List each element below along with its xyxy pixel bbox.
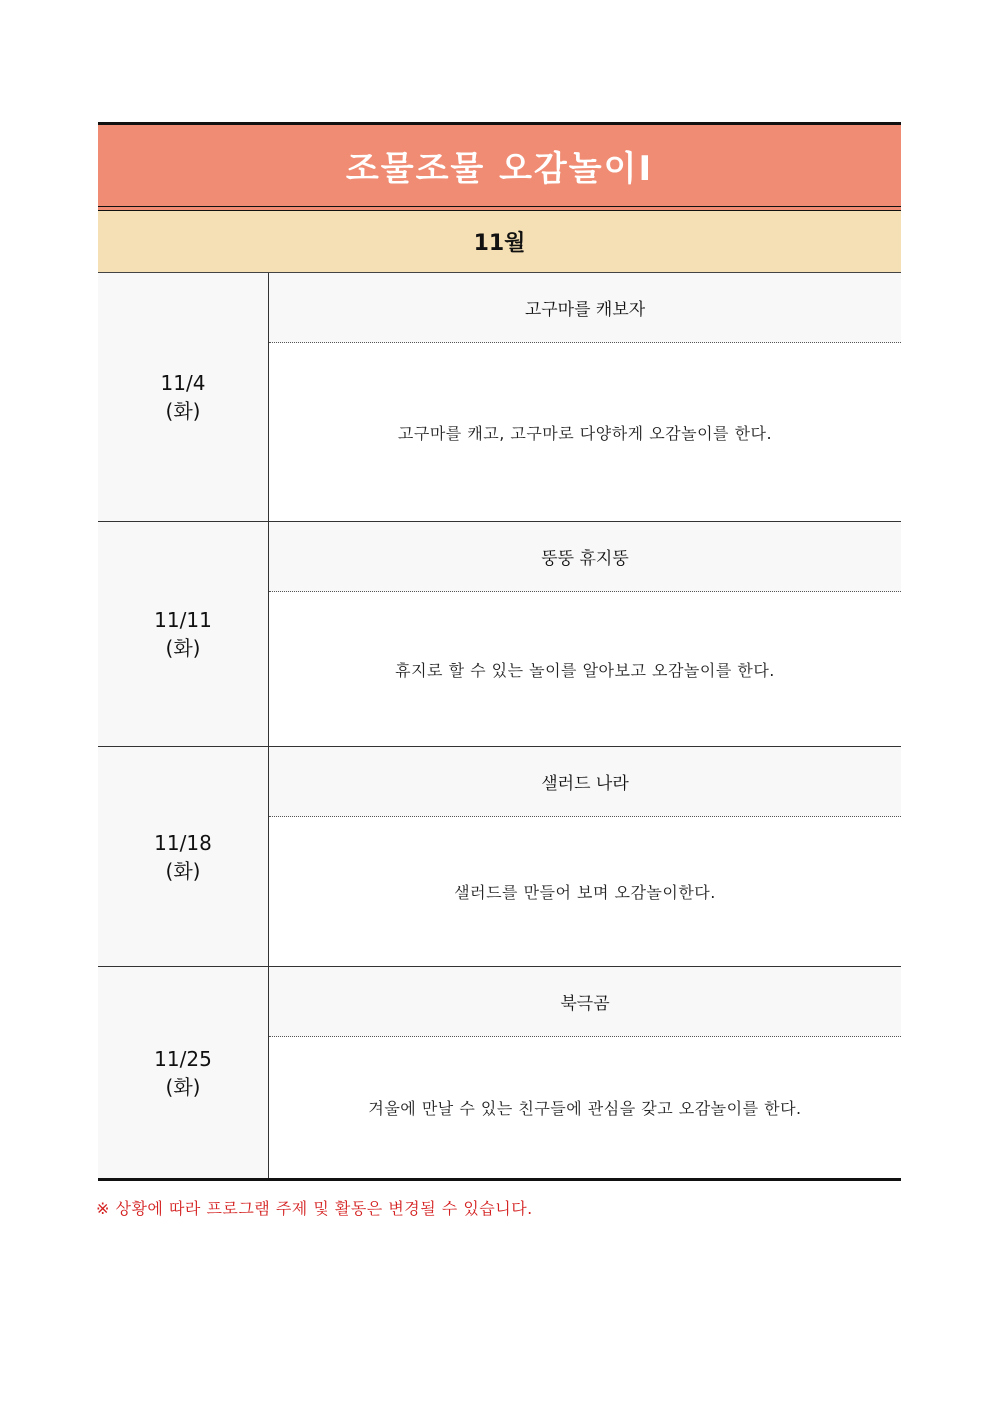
date-cell [98, 967, 269, 1178]
session-date: 11/4 [160, 371, 206, 395]
activity-description: 겨울에 만날 수 있는 친구들에 관심을 갖고 오감놀이를 한다. [368, 1099, 802, 1118]
session-date: 11/18 [154, 830, 212, 855]
session-weekday: (화) [165, 858, 201, 883]
activity-title: 고구마를 캐보자 [269, 273, 901, 343]
month-heading: 11월 [98, 211, 901, 273]
session-date: 11/11 [154, 608, 212, 632]
session-date: 11/25 [154, 1046, 212, 1071]
content-cell [269, 273, 901, 521]
program-schedule [98, 122, 901, 1181]
date-cell [98, 522, 269, 746]
session-weekday: (화) [165, 399, 201, 423]
activity-description: 고구마를 캐고, 고구마로 다양하게 오감놀이를 한다. [397, 423, 773, 443]
activity-title: 북극곰 [269, 967, 901, 1037]
program-title: 조물조물 오감놀이Ⅰ [98, 122, 901, 206]
session-weekday: (화) [165, 636, 201, 660]
session-weekday: (화) [165, 1074, 201, 1099]
activity-description: 샐러드를 만들어 보며 오감놀이한다. [454, 883, 716, 902]
schedule-row [98, 273, 901, 522]
activity-description: 휴지로 할 수 있는 놀이를 알아보고 오감놀이를 한다. [395, 660, 775, 680]
date-cell [98, 747, 269, 966]
activity-title: 샐러드 나라 [269, 747, 901, 817]
content-cell [269, 747, 901, 966]
content-cell [269, 522, 901, 746]
schedule-row [98, 522, 901, 747]
change-notice: ※ 상황에 따라 프로그램 주제 및 활동은 변경될 수 있습니다. [96, 1199, 533, 1218]
date-cell [98, 273, 269, 521]
content-cell [269, 967, 901, 1178]
activity-title: 뚱뚱 휴지뚱 [269, 522, 901, 592]
schedule-row [98, 747, 901, 967]
schedule-row [98, 967, 901, 1181]
